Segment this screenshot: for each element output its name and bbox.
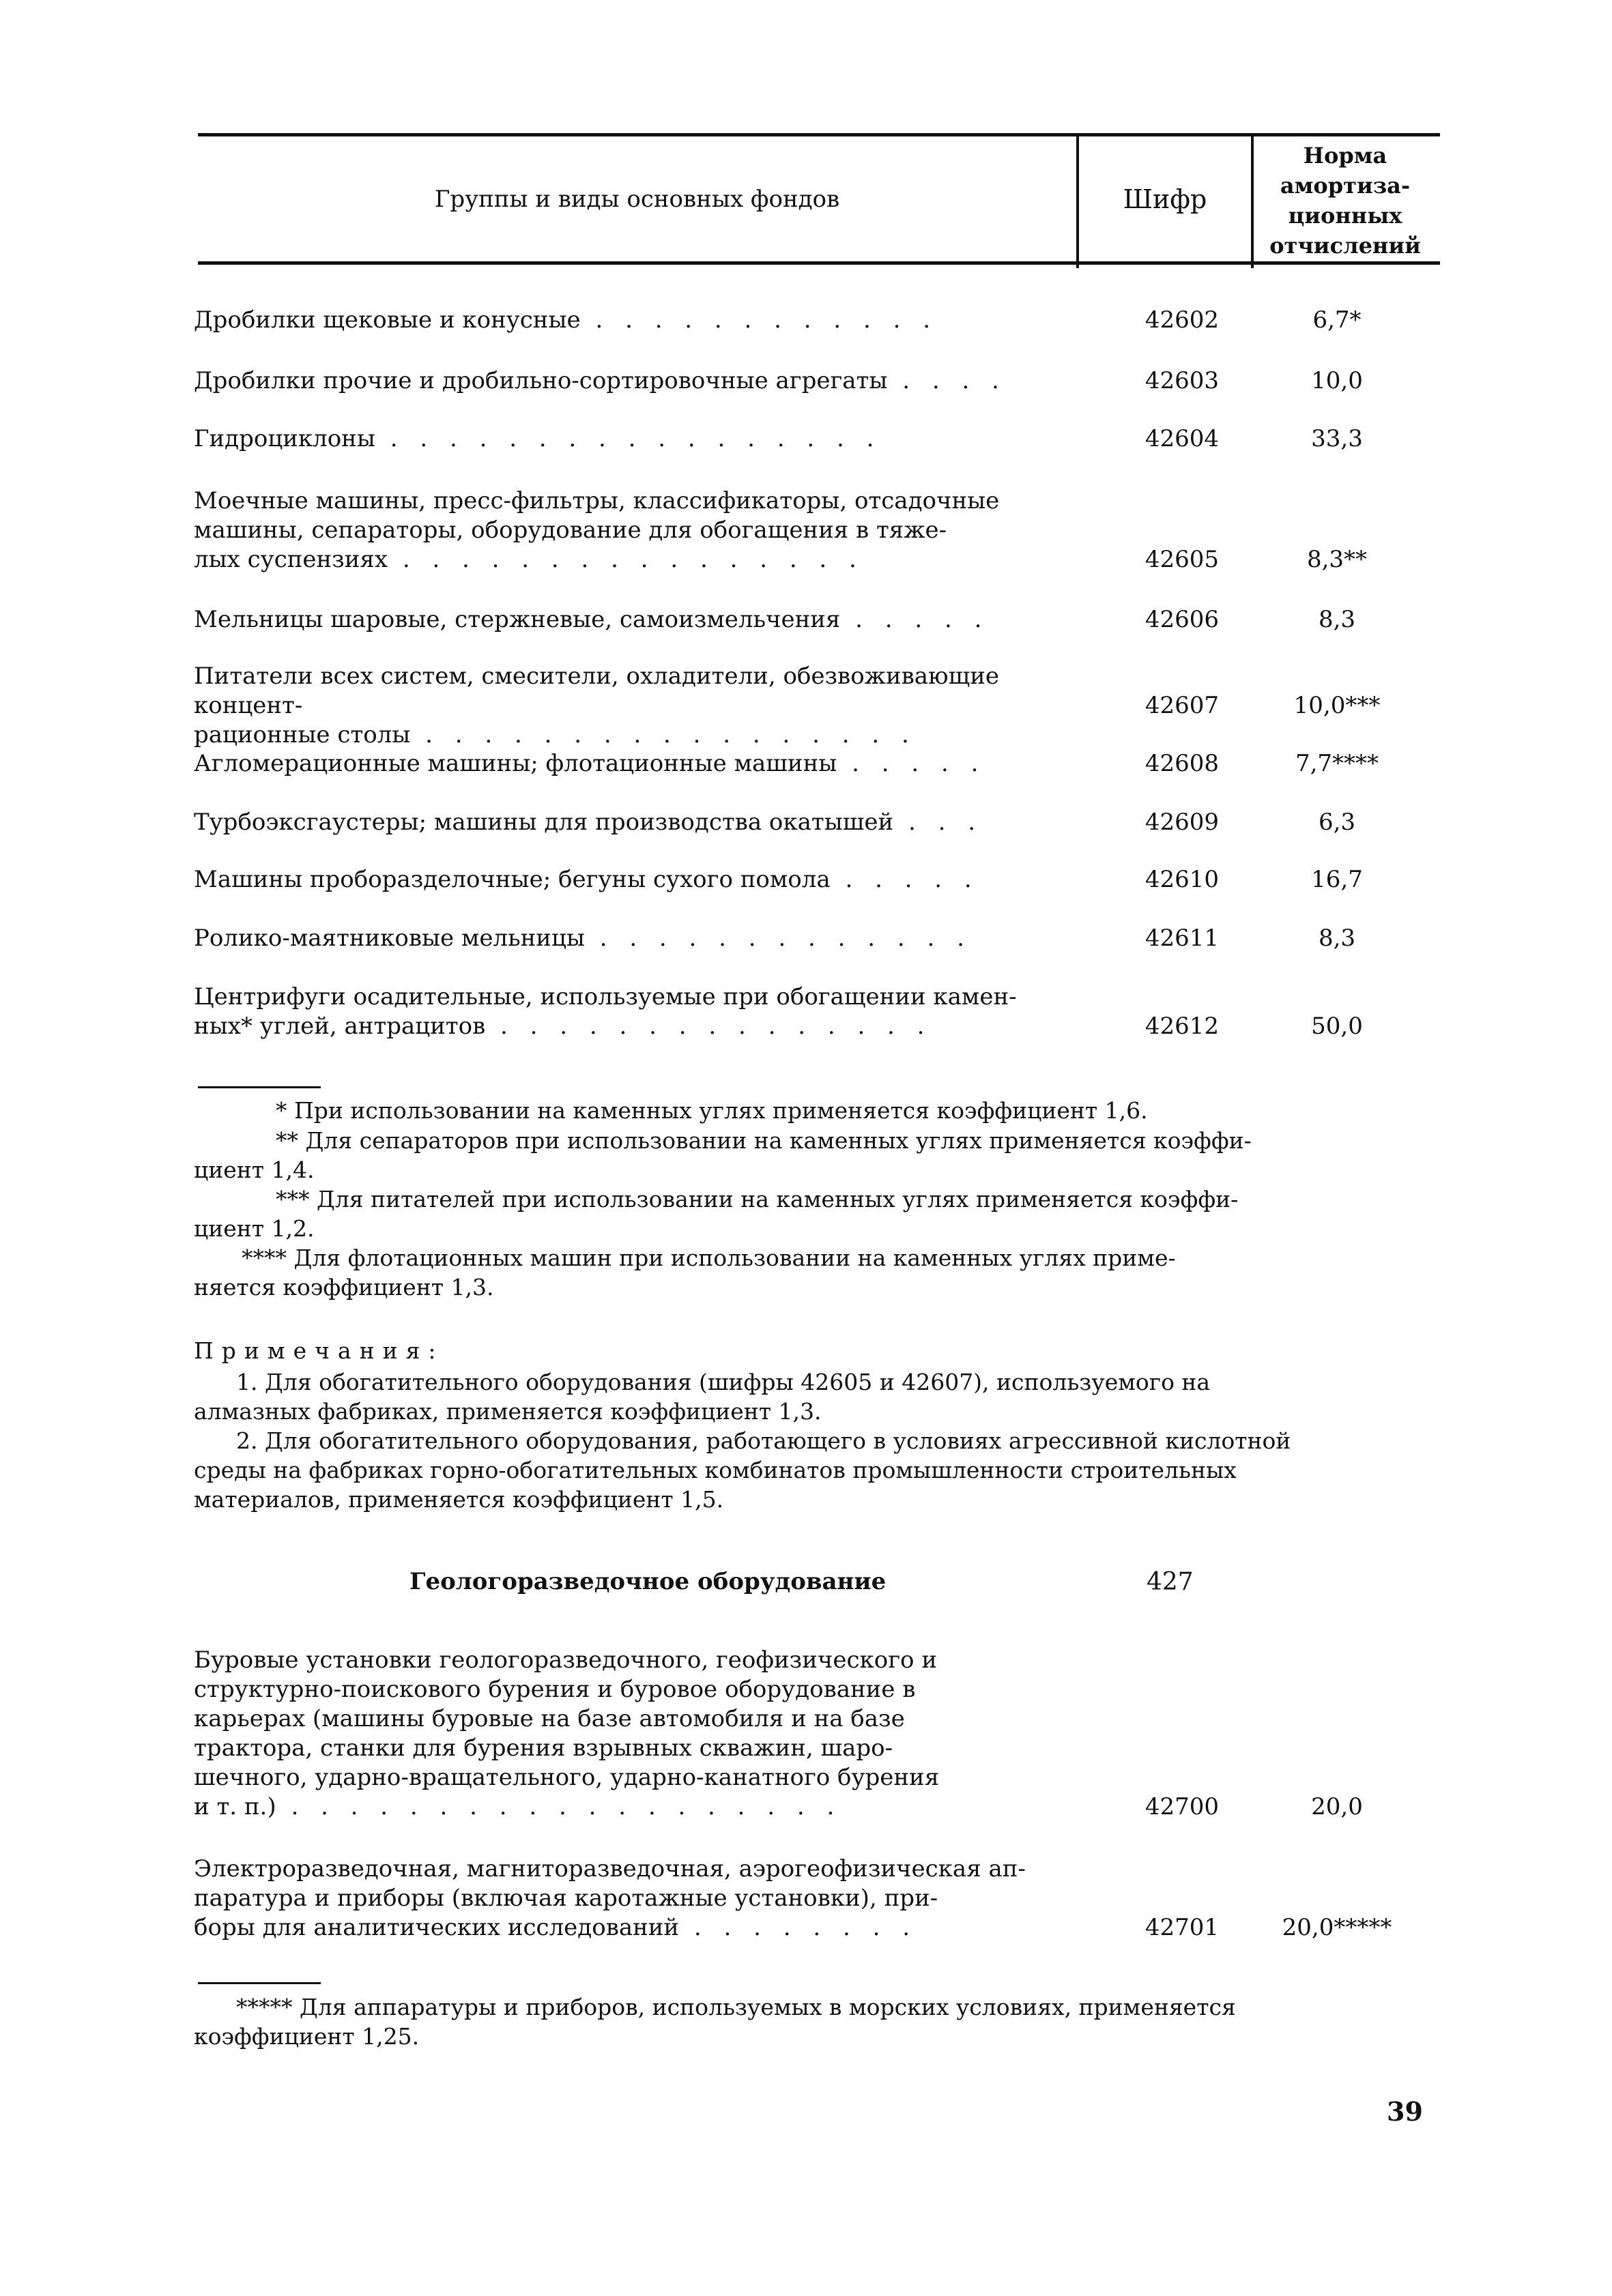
row-norm: 6,7* — [1312, 306, 1362, 334]
row-name: Гидроциклоны — [194, 425, 375, 452]
dot-leader: . . . . . . . . . . . . . . . . . . . — [276, 1793, 842, 1820]
row-name: Центрифуги осадительные, используемые при обогащении камен- ных* углей, антрацитов — [194, 983, 1017, 1040]
table-row — [194, 486, 1443, 575]
dot-leader: . . . . . . . . . . . . . . . — [485, 1013, 932, 1040]
page-number: 39 — [1387, 2096, 1423, 2127]
row-code: 42700 — [1145, 1793, 1220, 1820]
row-name: Дробилки прочие и дробильно-сортировочные агрегаты — [194, 367, 888, 394]
row-name: Моечные машины, пресс-фильтры, классификаторы, отсадочные машины, сепараторы, оборудование для обогащения в тяже- лых суспензиях — [194, 487, 1000, 573]
dot-leader: . . . . — [887, 367, 1007, 394]
table-row — [194, 1646, 1443, 1822]
footnote-4: **** Для флотационных машин при использовании на каменных углях приме- няется коэффициент 1,3. — [194, 1245, 1176, 1300]
row-norm: 6,3 — [1318, 809, 1356, 836]
row-norm: 16,7 — [1311, 866, 1363, 893]
dot-leader: . . . . . . . . — [679, 1914, 918, 1941]
table-row — [194, 983, 1443, 1041]
footnote-2: ** Для сепараторов при использовании на каменных углях применяется коэффи- циент 1,4. — [194, 1127, 1252, 1183]
dot-leader: . . . — [893, 809, 983, 836]
row-name: Питатели всех систем, смесители, охладители, обезвоживающие концент- рационные столы — [194, 663, 1000, 749]
footnote-3: *** Для питателей при использовании на каменных углях применяется коэффи- циент 1,2. — [194, 1186, 1239, 1242]
footnote-1: * При использовании на каменных углях применяется коэффициент 1,6. — [276, 1097, 1148, 1124]
table-row — [194, 605, 1443, 635]
row-code: 42606 — [1145, 606, 1220, 633]
header-bottom-rule — [198, 261, 1440, 265]
dot-leader: . . . . . . . . . . . . . — [584, 925, 972, 952]
footnote-rule — [198, 1982, 321, 1984]
row-name: Машины проборазделочные; бегуны сухого помола — [194, 866, 831, 893]
row-code: 42609 — [1145, 809, 1220, 836]
table-row — [194, 366, 1443, 396]
section-code: 427 — [1147, 1568, 1194, 1596]
row-norm: 8,3 — [1318, 606, 1356, 633]
header-norm-column: Норма амортиза- ционных отчислений — [1269, 143, 1421, 259]
dot-leader: . . . . . . . . . . . . . . . . — [388, 546, 864, 573]
dot-leader: . . . . . . . . . . . . . . . . . — [410, 721, 917, 749]
row-norm: 20,0 — [1311, 1793, 1363, 1820]
note-1: 1. Для обогатительного оборудования (шифры 42605 и 42607), используемого на алмазных фабриках, применяется коэффициент 1,3. — [194, 1369, 1211, 1425]
dot-leader: . . . . . — [830, 866, 979, 893]
table-row — [194, 424, 1443, 454]
row-code: 42604 — [1145, 425, 1220, 452]
table-row — [194, 808, 1443, 837]
table-row — [194, 662, 1443, 749]
row-code: 42612 — [1145, 1013, 1220, 1040]
row-norm: 7,7**** — [1295, 750, 1379, 777]
table-row — [194, 306, 1443, 335]
note-2: 2. Для обогатительного оборудования, работающего в условиях агрессивной кислотной среды на фабриках горно-обогатительных комбинатов промышленности строительных материалов, применяется коэффициент 1,5. — [194, 1427, 1291, 1513]
row-norm: 8,3 — [1318, 925, 1356, 952]
row-name: Дробилки щековые и конусные — [194, 306, 581, 334]
row-norm: 10,0 — [1311, 367, 1363, 394]
dot-leader: . . . . . . . . . . . . — [580, 306, 938, 334]
row-code: 42602 — [1145, 306, 1220, 334]
row-code: 42701 — [1145, 1914, 1220, 1941]
table-row — [194, 749, 1443, 779]
row-name: Ролико-маятниковые мельницы — [194, 925, 585, 952]
row-code: 42611 — [1145, 925, 1220, 952]
header-code-column: Шифр — [1123, 184, 1207, 214]
notes-title: Примечания: — [194, 1337, 444, 1364]
footnote-rule — [198, 1086, 321, 1088]
row-name: Мельницы шаровые, стержневые, самоизмельчения — [194, 606, 841, 633]
row-code: 42607 — [1145, 692, 1220, 719]
row-norm: 20,0***** — [1282, 1914, 1392, 1941]
row-name: Электроразведочная, магниторазведочная, аэрогеофизическая ап- паратура и приборы (включая каротажные установки), при- боры для аналитических исследований — [194, 1855, 1026, 1941]
table-row — [194, 865, 1443, 895]
dot-leader: . . . . . — [840, 606, 990, 633]
row-norm: 10,0*** — [1293, 692, 1381, 719]
dot-leader: . . . . . — [837, 750, 986, 777]
footnote-5: ***** Для аппаратуры и приборов, используемых в морских условиях, применяется коэффициент 1,25. — [194, 1994, 1236, 2050]
row-name: Турбоэксгаустеры; машины для производства окатышей — [194, 809, 894, 836]
row-code: 42608 — [1145, 750, 1220, 777]
table-row — [194, 924, 1443, 953]
row-code: 42610 — [1145, 866, 1220, 893]
row-code: 42605 — [1145, 546, 1220, 573]
row-norm: 50,0 — [1311, 1013, 1363, 1040]
row-code: 42603 — [1145, 367, 1220, 394]
row-norm: 33,3 — [1311, 425, 1363, 452]
header-group-column: Группы и виды основных фондов — [434, 185, 840, 213]
row-name: Агломерационные машины; флотационные машины — [194, 750, 837, 777]
dot-leader: . . . . . . . . . . . . . . . . . — [375, 425, 882, 452]
table-row — [194, 1855, 1443, 1943]
row-name: Буровые установки геологоразведочного, геофизического и структурно-поискового бурения и буровое оборудование в карьерах (машины буровые на базе автомобиля и на базе трактора, станки для бурения взрывных скважин, шаро- шечного, ударно-вращательного, ударно-канатного бурения и т. п.) — [194, 1646, 940, 1820]
row-norm: 8,3** — [1306, 546, 1368, 573]
section-title: Геологоразведочное оборудование — [409, 1568, 887, 1595]
